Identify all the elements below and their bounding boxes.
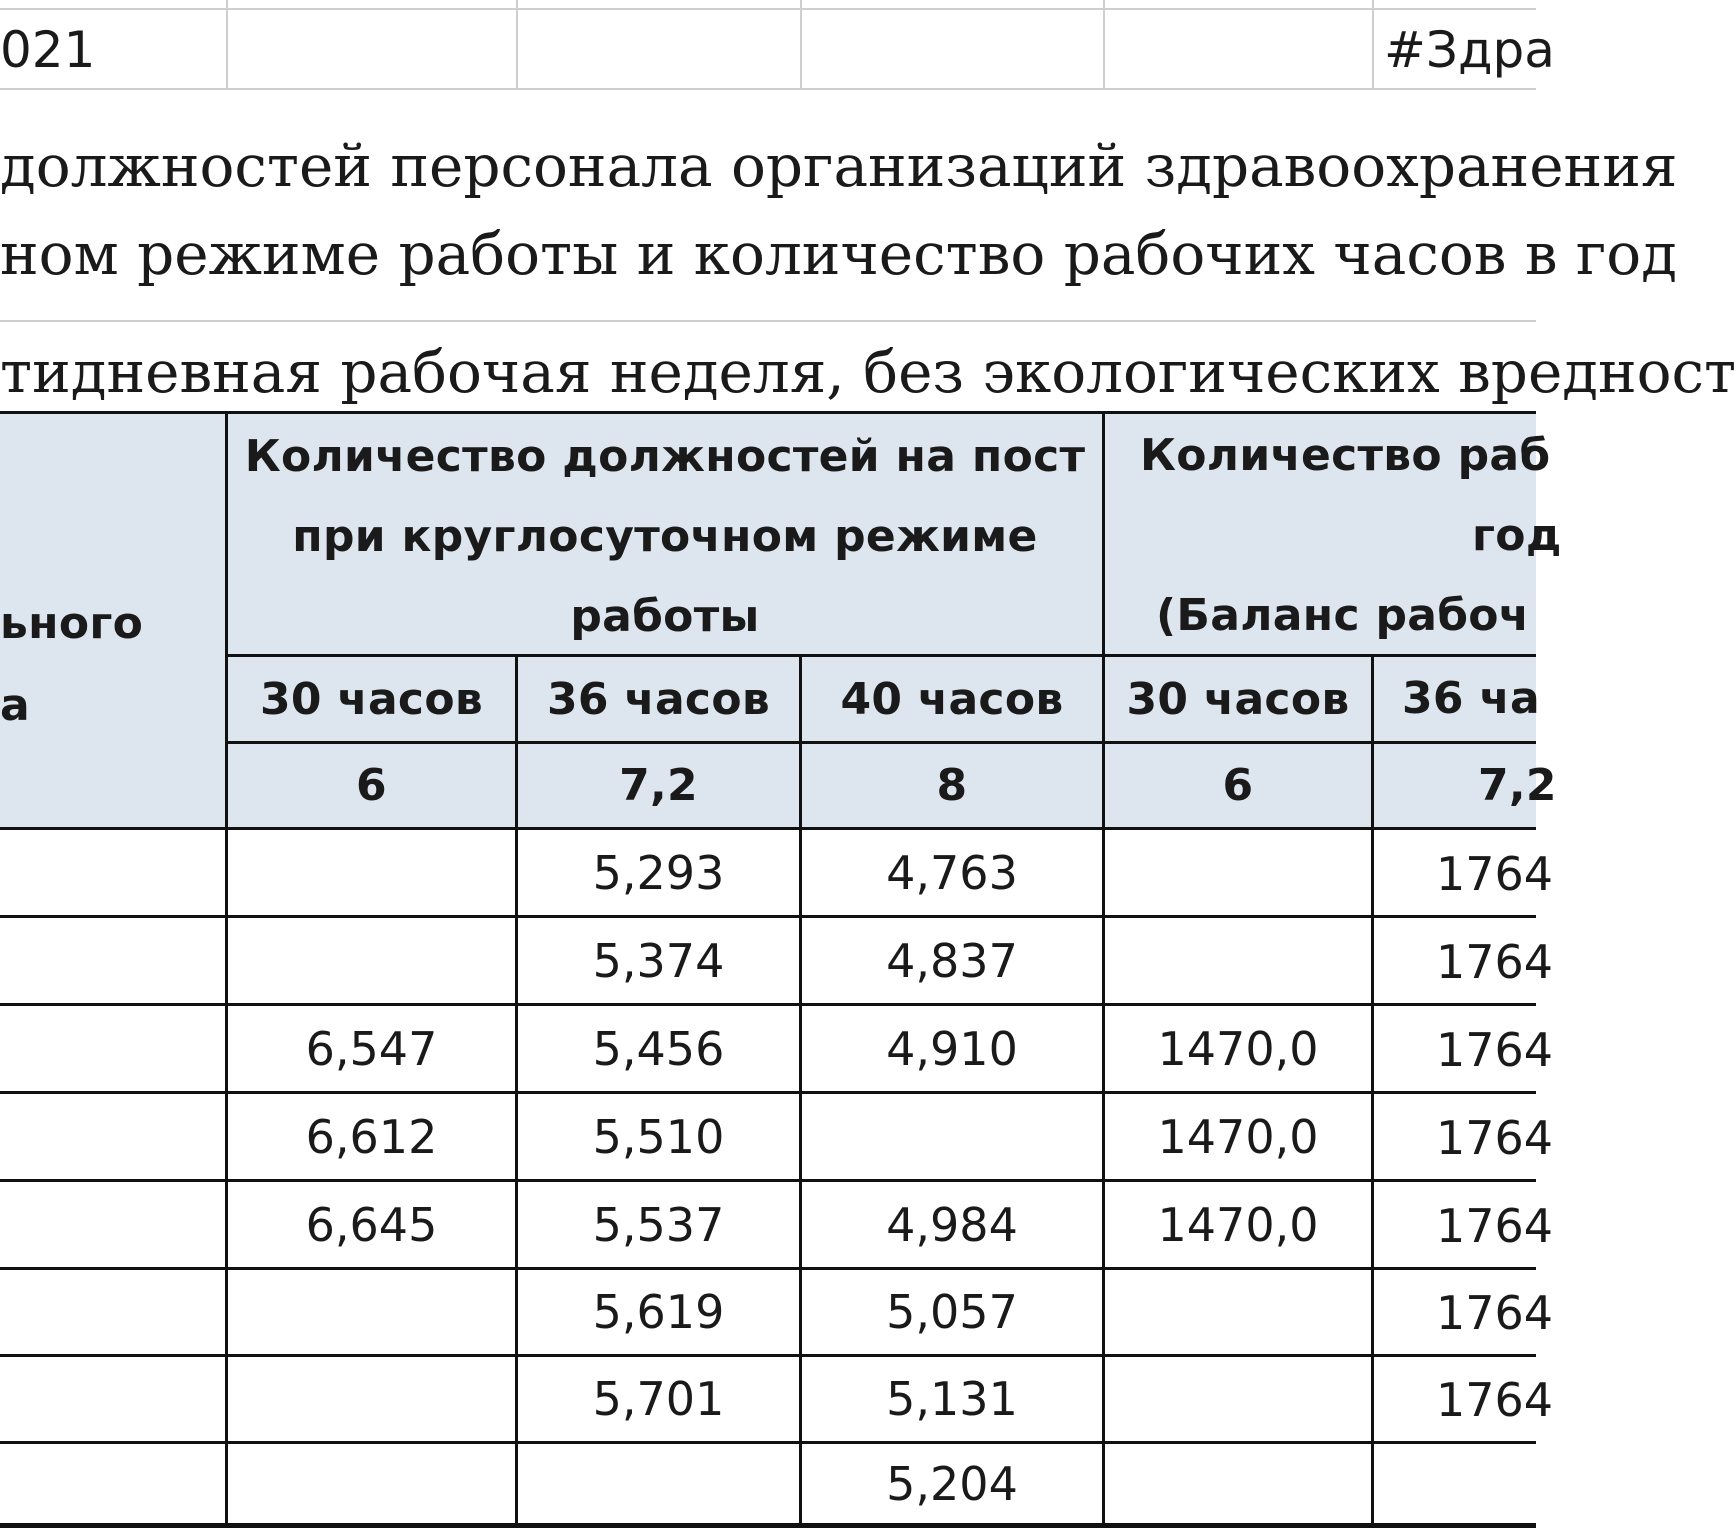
- hours-header-30: 30 часов: [259, 673, 483, 725]
- posts-36h[interactable]: 5,374: [592, 933, 725, 988]
- top-gridline-1: [0, 8, 1536, 10]
- posts-36h[interactable]: 5,537: [592, 1197, 725, 1252]
- balance-36h[interactable]: 1764: [1436, 1373, 1554, 1427]
- posts-30h[interactable]: [228, 918, 515, 1003]
- balance-36h[interactable]: 1764: [1436, 1111, 1554, 1165]
- balance-30h[interactable]: [1105, 1357, 1371, 1441]
- posts-40h[interactable]: 5,204: [886, 1456, 1018, 1511]
- hashtag-cell[interactable]: #Здра: [1384, 21, 1555, 79]
- balance-hours-header-36: 36 ча: [1402, 673, 1540, 724]
- balance-30h[interactable]: [1105, 1270, 1371, 1354]
- hours-header-40: 40 часов: [840, 673, 1064, 725]
- shift-hours-30: 6: [356, 760, 387, 811]
- posts-30h[interactable]: 6,547: [305, 1021, 438, 1076]
- posts-36h[interactable]: 5,510: [592, 1109, 725, 1164]
- posts-40h[interactable]: 5,131: [886, 1372, 1018, 1426]
- top-vgrid-5: [1372, 0, 1374, 88]
- top-vgrid-2: [516, 0, 518, 88]
- group2-line-2: год: [1472, 510, 1562, 561]
- group2-line-1: Количество раб: [1140, 430, 1551, 481]
- balance-hours-header-30: 30 часов: [1126, 673, 1350, 725]
- group1-line-3: работы: [570, 590, 760, 642]
- balance-36h[interactable]: 1764: [1436, 935, 1554, 989]
- balance-shift-hours-30: 6: [1222, 760, 1254, 811]
- shift-hours-40: 8: [936, 760, 968, 811]
- title-line-2: ном режиме работы и количество рабочих часов в год: [0, 220, 1677, 288]
- top-vgrid-4: [1103, 0, 1105, 88]
- posts-40h[interactable]: 4,763: [886, 845, 1018, 900]
- posts-30h[interactable]: 6,612: [305, 1109, 438, 1164]
- balance-30h[interactable]: 1470,0: [1157, 1109, 1319, 1164]
- top-gridline-2: [0, 88, 1536, 90]
- group1-line-2: при круглосуточном режиме: [292, 510, 1038, 562]
- hours-header-36: 36 часов: [546, 673, 770, 725]
- posts-40h[interactable]: 4,910: [886, 1021, 1018, 1076]
- posts-36h[interactable]: 5,619: [592, 1285, 725, 1339]
- balance-30h[interactable]: [1105, 918, 1371, 1003]
- posts-36h[interactable]: 5,701: [592, 1372, 725, 1426]
- table-border-top: [0, 411, 1536, 414]
- posts-30h[interactable]: [228, 1444, 515, 1523]
- shift-hours-36: 7,2: [619, 760, 698, 811]
- balance-36h[interactable]: 1764: [1436, 1286, 1554, 1340]
- posts-30h[interactable]: [228, 830, 515, 915]
- posts-36h[interactable]: [518, 1444, 799, 1523]
- group1-line-1: Количество должностей на пост: [244, 430, 1086, 482]
- balance-30h[interactable]: [1105, 830, 1371, 915]
- posts-30h[interactable]: [228, 1357, 515, 1441]
- posts-36h[interactable]: 5,456: [592, 1021, 725, 1076]
- left-header-line-2: а: [0, 680, 30, 731]
- date-cell[interactable]: 021: [0, 21, 96, 79]
- balance-36h[interactable]: 1764: [1436, 847, 1554, 901]
- posts-40h[interactable]: 4,837: [886, 933, 1018, 988]
- posts-30h[interactable]: [228, 1270, 515, 1354]
- top-vgrid-1: [226, 0, 228, 88]
- balance-36h[interactable]: 1764: [1436, 1199, 1554, 1253]
- balance-shift-hours-36: 7,2: [1478, 760, 1557, 811]
- title-gridline: [0, 320, 1536, 322]
- posts-36h[interactable]: 5,293: [592, 845, 725, 900]
- balance-30h[interactable]: 1470,0: [1157, 1021, 1319, 1076]
- posts-30h[interactable]: 6,645: [305, 1197, 438, 1252]
- posts-40h[interactable]: [802, 1094, 1102, 1179]
- balance-30h[interactable]: 1470,0: [1157, 1197, 1319, 1252]
- title-line-1: должностей персонала организаций здравоохранения: [0, 132, 1678, 200]
- subtitle: тидневная рабочая неделя, без экологических вредност: [0, 338, 1736, 406]
- balance-36h[interactable]: 1764: [1436, 1023, 1554, 1077]
- posts-40h[interactable]: 5,057: [886, 1285, 1018, 1339]
- left-header-line-1: ьного: [0, 598, 144, 649]
- top-vgrid-3: [800, 0, 802, 88]
- group2-line-3: (Баланс рабоч: [1156, 590, 1530, 641]
- table-border-bottom: [0, 1523, 1536, 1528]
- posts-40h[interactable]: 4,984: [886, 1197, 1018, 1252]
- col-border-b30h: [1371, 654, 1374, 1528]
- balance-30h[interactable]: [1105, 1444, 1371, 1523]
